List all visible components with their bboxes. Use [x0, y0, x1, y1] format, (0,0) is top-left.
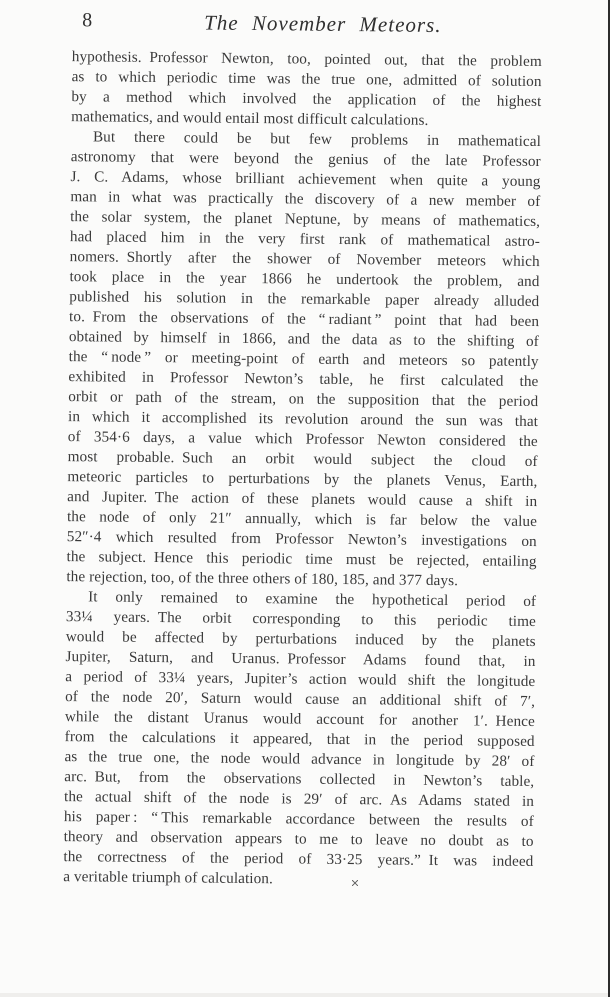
text-line: published his solution in the remarkable paper already alluded	[69, 288, 540, 311]
text-line: took place in the year 1866 he undertook the problem, and	[69, 268, 540, 291]
text-line: the “ node ” or meeting-point of earth and meteors so patently	[68, 348, 539, 371]
text-line: the rejection, too, of the three others of 180, 185, and 377 days.	[66, 568, 459, 590]
text-line: meteoric particles to perturbations by the planets Venus, Earth,	[67, 468, 538, 491]
text-line: a period of 33¼ years, Jupiter’s action would shift the longitude	[65, 668, 536, 691]
text-line: of 354·6 days, a value which Professor Newton considered the	[67, 428, 538, 451]
text-line: the solar system, the planet Neptune, by means of mathematics,	[70, 208, 541, 231]
text-line: nomers. Shortly after the shower of November meteors which	[69, 248, 540, 271]
text-line: arc. But, from the observations collected in Newton’s table,	[64, 768, 535, 791]
text-line: had placed him in the very first rank of mathematical astro-	[69, 228, 541, 251]
page-body	[63, 47, 542, 892]
text-line: astronomy that were beyond the genius of the late Professor	[70, 148, 541, 171]
text-line: from the calculations it appeared, that in the period supposed	[64, 728, 535, 751]
paragraph	[66, 127, 541, 592]
text-line: most probable. Such an orbit would subject the cloud of	[67, 448, 538, 471]
text-line: while the distant Uranus would account for another 1′. Hence	[64, 708, 535, 731]
print-artifact	[352, 880, 358, 886]
text-line: in which it accomplished its revolution around the sun was that	[67, 408, 539, 431]
text-line: exhibited in Professor Newton’s table, he first calculated the	[68, 368, 539, 391]
text-line: man in what was practically the discovery of a new member of	[70, 188, 541, 211]
text-line: the actual shift of the node is 29′ of arc. As Adams stated in	[63, 788, 535, 811]
text-line: a veritable triumph of calculation.	[63, 868, 274, 888]
text-line: the node of only 21″ annually, which is far below the value	[66, 508, 538, 531]
text-line: 33¼ years. The orbit corresponding to this periodic time	[65, 608, 537, 631]
text-line: as the true one, the node would advance in longitude by 28′ of	[64, 748, 535, 771]
scan-edge-bottom	[0, 993, 610, 997]
text-line: of the node 20′, Saturn would cause an additional shift of 7′,	[65, 688, 536, 711]
text-line: would be affected by perturbations induced by the planets	[65, 628, 536, 651]
text-line: It only remained to examine the hypothetical period of	[88, 588, 537, 611]
text-line: obtained by himself in 1866, and the data as to the shifting of	[68, 328, 539, 351]
page-header-title: The November Meteors.	[204, 10, 442, 37]
text-line: the correctness of the period of 33·25 years.” It was indeed	[63, 848, 534, 871]
text-line: hypothesis. Professor Newton, too, pointed out, that the problem	[71, 48, 542, 71]
page-number: 8	[82, 9, 93, 32]
text-line: theory and observation appears to me to leave no doubt as to	[63, 828, 534, 851]
paragraph	[63, 587, 536, 892]
text-line: the subject. Hence this periodic time must be rejected, entailing	[66, 548, 537, 571]
text-line: by a method which involved the application of the highest	[71, 88, 542, 111]
text-line: his paper : “ This remarkable accordance between the results of	[63, 808, 534, 831]
text-line: J. C. Adams, whose brilliant achievement when quite a young	[70, 168, 541, 191]
text-line: Jupiter, Saturn, and Uranus. Professor Adams found that, in	[65, 648, 536, 671]
text-line: 52″·4 which resulted from Professor Newton’s investigations on	[66, 528, 537, 551]
text-line: to. From the observations of the “ radiant ” point that had been	[69, 308, 540, 331]
text-line: as to which periodic time was the true one, admitted of solution	[71, 68, 542, 91]
text-line: and Jupiter. The action of these planets would cause a shift in	[67, 488, 538, 511]
text-line: mathematics, and would entail most difficult calculations.	[71, 108, 429, 129]
text-line: orbit or path of the stream, on the supposition that the period	[68, 388, 539, 411]
paragraph	[71, 47, 542, 132]
text-line: But there could be but few problems in mathematical	[92, 128, 542, 151]
